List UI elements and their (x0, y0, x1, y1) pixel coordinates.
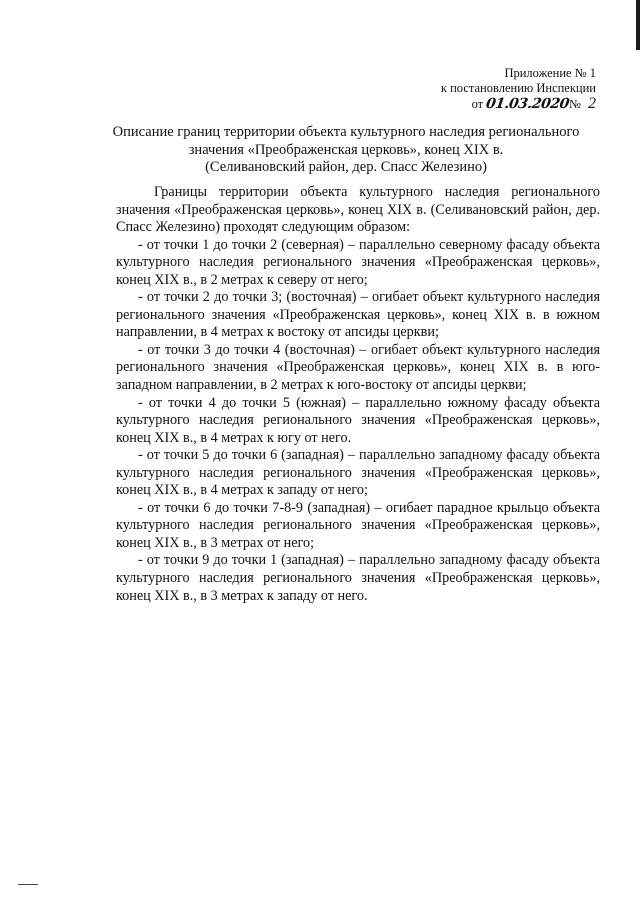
boundary-item: - от точки 5 до точки 6 (западная) – параллельно западному фасаду объекта культурного наследия регионального значения «Преображенская церковь», конец XIX в., в 4 метрах к западу от него; (116, 447, 600, 499)
boundary-item: - от точки 3 до точки 4 (восточная) – огибает объект культурного наследия регионального значения «Преображенская церковь», конец XIX в. в юго-западном направлении, в 2 метрах к юго-востоку от апсиды церкви; (116, 341, 600, 394)
footer-rule (18, 884, 38, 885)
boundary-item: - от точки 1 до точки 2 (северная) – параллельно северному фасаду объекта культурного наследия регионального значения «Преображенская церковь», конец XIX в., в 2 метрах к северу от него; (116, 236, 600, 288)
number-sign: № (568, 97, 581, 111)
date-prefix: от (471, 97, 484, 111)
boundary-item: - от точки 2 до точки 3; (восточная) – огибает объект культурного наследия регионального значения «Преображенская церковь», конец XIX в. в южном направлении, в 4 метрах к востоку от апсиды церкви; (116, 289, 600, 341)
appendix-label: Приложение № 1 (504, 66, 596, 80)
handwritten-date: 01.03.2020 (485, 96, 571, 112)
scan-edge-mark (636, 0, 640, 50)
boundary-item: - от точки 9 до точки 1 (западная) – параллельно западному фасаду объекта культурного наследия регионального значения «Преображенская церковь», конец XIX в., в 3 метрах к западу от него. (116, 552, 600, 604)
document-title (96, 124, 596, 177)
boundary-item: - от точки 4 до точки 5 (южная) – параллельно южному фасаду объекта культурного наследия регионального значения «Преображенская церковь», конец XIX в., в 4 метрах к югу от него. (116, 394, 600, 446)
title-line-1: Описание границ территории объекта культурного наследия регионального (112, 124, 580, 140)
appendix-header (441, 66, 596, 112)
intro-paragraph: Границы территории объекта культурного наследия регионального значения «Преображенская церковь», конец XIX в. (Селивановский район, дер. Спасс Железино) проходят следующим образом: (116, 184, 600, 236)
boundary-item: - от точки 6 до точки 7-8-9 (западная) – огибает парадное крыльцо объекта культурного наследия регионального значения «Преображенская церковь», конец XIX в., в 3 метрах от него; (116, 499, 600, 551)
resolution-reference: к постановлению Инспекции (440, 81, 596, 95)
handwritten-number: 2 (588, 95, 596, 112)
title-line-2: значения «Преображенская церковь», конец XIX в. (188, 141, 504, 158)
title-line-3: (Селивановский район, дер. Спасс Железино) (205, 159, 487, 175)
resolution-date-line (441, 96, 596, 112)
document-body (116, 184, 600, 605)
